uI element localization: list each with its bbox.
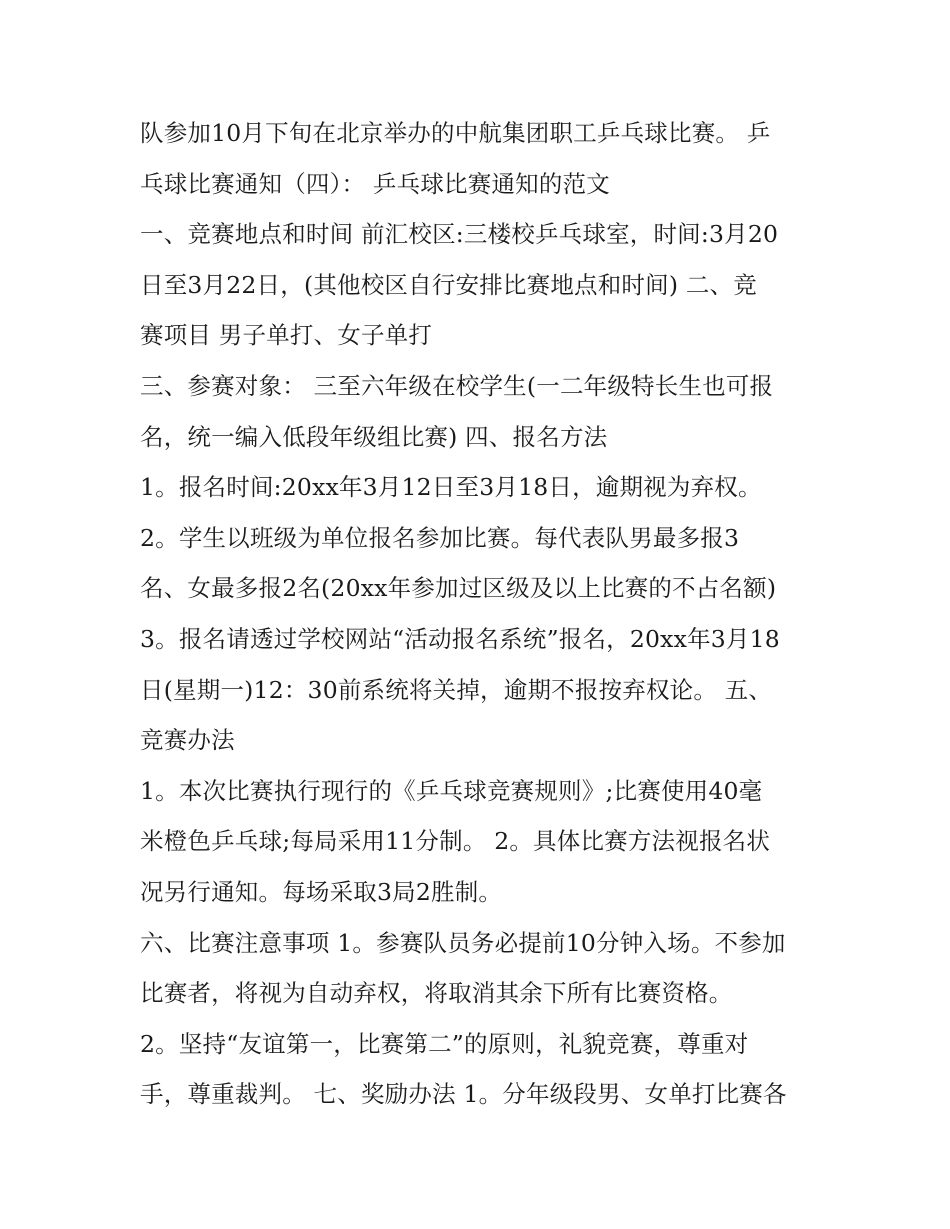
text-line: 手，尊重裁判。 七、奖励办法 1。分年级段男、女单打比赛各 — [140, 1080, 787, 1109]
text-line: 竞赛办法 — [140, 726, 235, 755]
text-line: 一、竞赛地点和时间 前汇校区:三楼校乒乓球室，时间:3月20 — [140, 220, 779, 249]
text-line: 2。坚持“友谊第一，比赛第二”的原则，礼貌竞赛，尊重对 — [140, 1029, 749, 1058]
text-line: 名，统一编入低段年级组比赛) 四、报名方法 — [140, 422, 608, 451]
text-line: 名、女最多报2名(20xx年参加过区级及以上比赛的不占名额) — [140, 574, 777, 603]
text-line: 赛项目 男子单打、女子单打 — [140, 321, 433, 350]
text-line: 三、参赛对象： 三至六年级在校学生(一二年级特长生也可报 — [140, 371, 774, 400]
text-line: 2。学生以班级为单位报名参加比赛。每代表队男最多报3 — [140, 523, 740, 552]
text-line: 比赛者，将视为自动弃权，将取消其余下所有比赛资格。 — [140, 979, 733, 1008]
text-line: 况另行通知。每场采取3局2胜制。 — [140, 877, 503, 906]
text-line: 3。报名请透过学校网站“活动报名系统”报名，20xx年3月18 — [140, 624, 780, 653]
text-line: 队参加10月下旬在北京举办的中航集团职工乒乓球比赛。 乒 — [140, 119, 771, 147]
text-line: 乓球比赛通知（四）： 乒乓球比赛通知的范文 — [140, 169, 610, 198]
text-line: 六、比赛注意事项 1。参赛队员务必提前10分钟入场。不参加 — [140, 928, 786, 957]
text-line: 日至3月22日，(其他校区自行安排比赛地点和时间) 二、竞 — [140, 270, 757, 299]
text-line: 日(星期一)12：30前系统将关掉，逾期不报按弃权论。 五、 — [140, 675, 773, 704]
text-line: 米橙色乒乓球;每局采用11分制。 2。具体比赛方法视报名状 — [140, 827, 771, 856]
text-line: 1。报名时间:20xx年3月12日至3月18日，逾期视为弃权。 — [140, 473, 762, 502]
text-line: 1。本次比赛执行现行的《乒乓球竞赛规则》;比赛使用40毫 — [140, 776, 763, 805]
document-body — [140, 108, 830, 1120]
